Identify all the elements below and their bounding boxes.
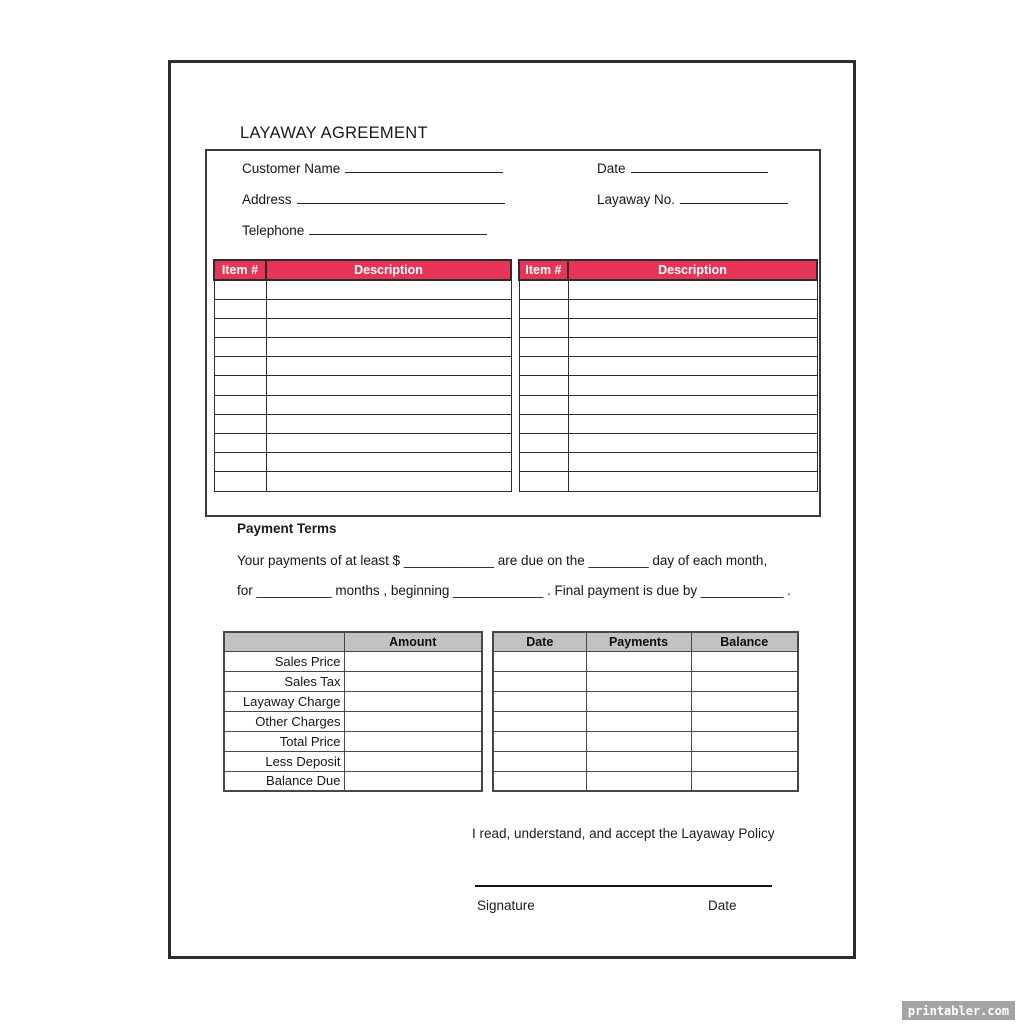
payments-log-table (492, 631, 799, 792)
table-row (519, 299, 817, 318)
empty-cell (493, 671, 586, 691)
table-row (519, 376, 817, 395)
payment-terms-line-1: Your payments of at least $ ____________ are due on the ________ day of each month, (237, 553, 768, 568)
empty-cell (586, 751, 691, 771)
table-row (519, 453, 817, 472)
telephone-label: Telephone (242, 223, 305, 238)
telephone-blank (309, 221, 487, 235)
empty-cell (568, 299, 817, 318)
charge-row-label: Other Charges (224, 711, 344, 731)
table-row (214, 280, 511, 299)
empty-cell (266, 395, 511, 414)
signature-label: Signature (477, 898, 535, 913)
date-blank (631, 159, 768, 173)
table-row (214, 395, 511, 414)
empty-cell (214, 395, 266, 414)
table-row (224, 771, 482, 791)
table-row (493, 751, 798, 771)
table-row (493, 671, 798, 691)
table-row (214, 414, 511, 433)
table-row (519, 357, 817, 376)
layaway-no-blank (680, 190, 788, 204)
empty-cell (691, 751, 798, 771)
table-row (519, 338, 817, 357)
empty-cell (691, 771, 798, 791)
empty-cell (519, 453, 568, 472)
empty-cell (586, 711, 691, 731)
empty-cell (691, 671, 798, 691)
charge-row-label: Balance Due (224, 771, 344, 791)
empty-cell (344, 711, 482, 731)
empty-cell (214, 318, 266, 337)
empty-cell (214, 434, 266, 453)
date-label: Date (597, 161, 626, 176)
payment-terms-line-2: for __________ months , beginning ____________ . Final payment is due by ___________ . (237, 583, 791, 598)
acceptance-statement: I read, understand, and accept the Layaway Policy (472, 826, 775, 841)
address-field (242, 190, 505, 207)
empty-cell (344, 771, 482, 791)
empty-cell (568, 414, 817, 433)
table-row (224, 691, 482, 711)
empty-cell (691, 691, 798, 711)
empty-cell (519, 376, 568, 395)
empty-cell (691, 731, 798, 751)
description-header: Description (266, 260, 511, 280)
empty-cell (344, 751, 482, 771)
item-number-header: Item # (519, 260, 568, 280)
empty-cell (266, 414, 511, 433)
table-row (493, 711, 798, 731)
empty-cell (214, 280, 266, 299)
empty-cell (691, 651, 798, 671)
empty-cell (214, 299, 266, 318)
table-row (519, 280, 817, 299)
charges-empty-header-cell (224, 632, 344, 651)
empty-cell (493, 651, 586, 671)
empty-cell (266, 376, 511, 395)
table-row (493, 651, 798, 671)
empty-cell (344, 731, 482, 751)
empty-cell (214, 472, 266, 491)
empty-cell (568, 472, 817, 491)
empty-cell (586, 771, 691, 791)
table-row (519, 414, 817, 433)
empty-cell (266, 453, 511, 472)
empty-cell (266, 338, 511, 357)
address-label: Address (242, 192, 292, 207)
page-frame (168, 60, 856, 959)
table-row (214, 338, 511, 357)
signature-line (475, 885, 772, 887)
page-title: LAYAWAY AGREEMENT (240, 124, 428, 142)
table-row (224, 711, 482, 731)
table-row (214, 453, 511, 472)
table-row (519, 318, 817, 337)
table-row (493, 691, 798, 711)
item-table-header-row (519, 260, 817, 280)
charges-header-row (224, 632, 482, 651)
empty-cell (519, 395, 568, 414)
empty-cell (266, 472, 511, 491)
empty-cell (519, 299, 568, 318)
empty-cell (266, 357, 511, 376)
empty-cell (691, 711, 798, 731)
empty-cell (519, 472, 568, 491)
payment-terms-heading: Payment Terms (237, 521, 337, 536)
signature-date-label: Date (708, 898, 737, 913)
customer-name-blank (345, 159, 503, 173)
empty-cell (266, 299, 511, 318)
table-row (214, 472, 511, 491)
table-row (224, 751, 482, 771)
empty-cell (493, 751, 586, 771)
charge-row-label: Total Price (224, 731, 344, 751)
description-header: Description (568, 260, 817, 280)
table-row (214, 299, 511, 318)
amount-header: Amount (344, 632, 482, 651)
empty-cell (568, 376, 817, 395)
payments-date-header: Date (493, 632, 586, 651)
empty-cell (493, 731, 586, 751)
item-table-right (518, 259, 818, 492)
customer-name-field (242, 159, 503, 176)
empty-cell (586, 651, 691, 671)
empty-cell (586, 731, 691, 751)
table-row (214, 357, 511, 376)
empty-cell (568, 318, 817, 337)
item-table-left (213, 259, 512, 492)
empty-cell (519, 338, 568, 357)
empty-cell (493, 771, 586, 791)
empty-cell (214, 453, 266, 472)
table-row (493, 731, 798, 751)
date-field (597, 159, 768, 176)
payments-balance-header: Balance (691, 632, 798, 651)
empty-cell (344, 651, 482, 671)
empty-cell (519, 318, 568, 337)
empty-cell (568, 338, 817, 357)
empty-cell (568, 280, 817, 299)
table-row (493, 771, 798, 791)
empty-cell (519, 280, 568, 299)
item-table-header-row (214, 260, 511, 280)
table-row (519, 472, 817, 491)
empty-cell (344, 671, 482, 691)
customer-info-box (205, 149, 821, 517)
empty-cell (214, 357, 266, 376)
table-row (519, 395, 817, 414)
empty-cell (214, 414, 266, 433)
item-number-header: Item # (214, 260, 266, 280)
charge-row-label: Less Deposit (224, 751, 344, 771)
empty-cell (214, 376, 266, 395)
table-row (214, 376, 511, 395)
empty-cell (586, 691, 691, 711)
empty-cell (519, 434, 568, 453)
empty-cell (214, 338, 266, 357)
table-row (224, 651, 482, 671)
charge-row-label: Sales Tax (224, 671, 344, 691)
empty-cell (266, 280, 511, 299)
layaway-no-label: Layaway No. (597, 192, 676, 207)
empty-cell (493, 691, 586, 711)
empty-cell (266, 318, 511, 337)
payments-header-row (493, 632, 798, 651)
table-row (214, 318, 511, 337)
empty-cell (568, 453, 817, 472)
printabler-watermark: printabler.com (902, 1001, 1015, 1020)
table-row (224, 731, 482, 751)
table-row (214, 434, 511, 453)
empty-cell (519, 357, 568, 376)
payments-payments-header: Payments (586, 632, 691, 651)
empty-cell (344, 691, 482, 711)
empty-cell (568, 357, 817, 376)
telephone-field (242, 221, 487, 238)
charge-row-label: Sales Price (224, 651, 344, 671)
empty-cell (519, 414, 568, 433)
empty-cell (568, 434, 817, 453)
empty-cell (586, 671, 691, 691)
customer-name-label: Customer Name (242, 161, 341, 176)
empty-cell (568, 395, 817, 414)
empty-cell (266, 434, 511, 453)
empty-cell (493, 711, 586, 731)
charge-row-label: Layaway Charge (224, 691, 344, 711)
layaway-no-field (597, 190, 788, 207)
table-row (224, 671, 482, 691)
charges-summary-table (223, 631, 483, 792)
address-blank (297, 190, 505, 204)
table-row (519, 434, 817, 453)
